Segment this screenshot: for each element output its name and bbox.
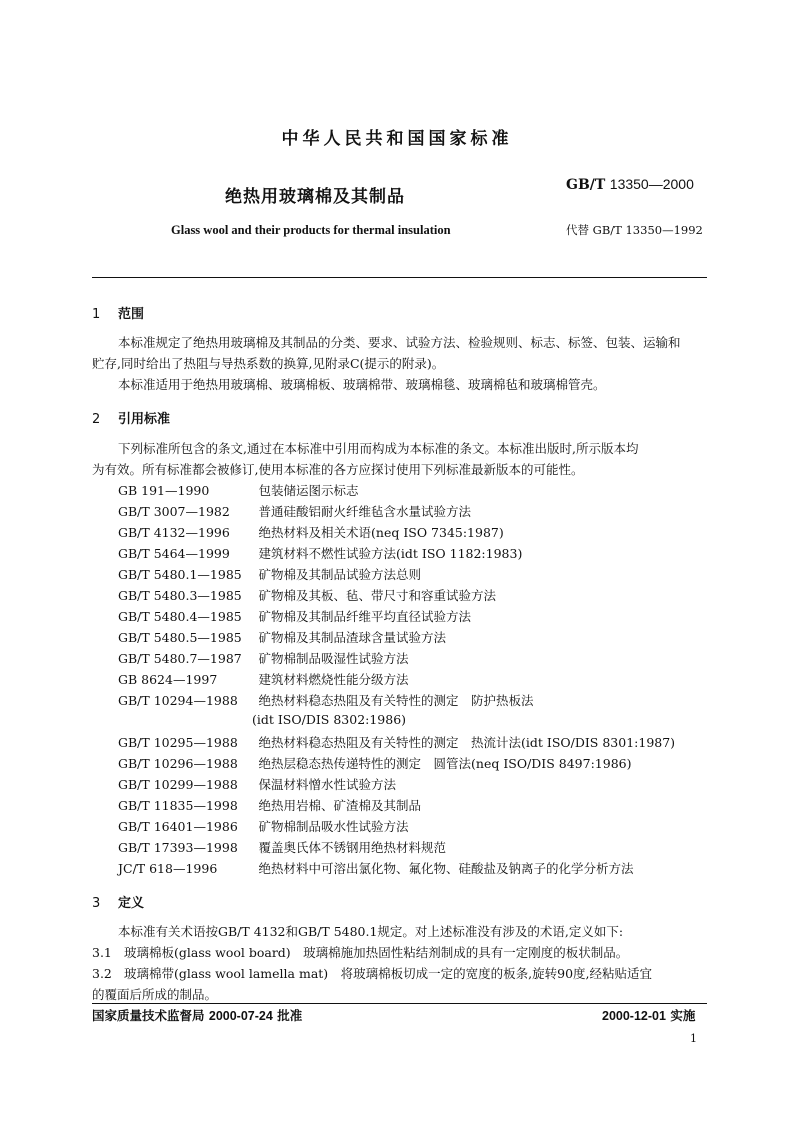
definition-3-2-line-1 <box>92 964 652 982</box>
section-2-para-line-2: 为有效。所有标准都会被修订,使用本标准的各方应探讨使用下列标准最新版本的可能性。 <box>92 462 584 477</box>
reference-item <box>118 859 634 877</box>
approved-date: 2000-07-24 <box>208 1009 273 1023</box>
section-2-para-line-1: 下列标准所包含的条文,通过在本标准中引用而构成为本标准的条文。本标准出版时,所示版本均 <box>118 441 639 456</box>
document-title-en: Glass wool and their products for thermal insulation <box>171 223 451 237</box>
reference-title: 矿物棉及其板、毡、带尺寸和容重试验方法 <box>258 588 497 603</box>
reference-item <box>118 754 631 772</box>
section-2-heading <box>92 408 170 427</box>
reference-code: GB/T 5480.5—1985 <box>118 630 242 645</box>
definition-text: 玻璃棉板(glass wool board) 玻璃棉施加热固性粘结剂制成的具有一定刚度的板状制品。 <box>124 945 629 960</box>
reference-title: 包装储运图示标志 <box>258 483 359 498</box>
reference-title: 绝热材料稳态热阻及有关特性的测定 热流计法(idt ISO/DIS 8301:1987) <box>258 735 676 750</box>
reference-code: GB/T 5464—1999 <box>118 546 230 561</box>
reference-item <box>118 628 446 646</box>
reference-code: GB/T 5480.4—1985 <box>118 609 242 624</box>
section-3-para: 本标准有关术语按GB/T 4132和GB/T 5480.1规定。对上述标准没有涉及的术语,定义如下: <box>118 924 624 939</box>
reference-title: (idt ISO/DIS 8302:1986) <box>252 712 407 727</box>
reference-title: 覆盖奥氏体不锈钢用绝热材料规范 <box>258 840 447 855</box>
reference-item <box>118 649 409 667</box>
reference-title: 绝热用岩棉、矿渣棉及其制品 <box>258 798 422 813</box>
approval-line <box>92 1006 302 1024</box>
reference-item <box>118 775 396 793</box>
reference-item <box>118 838 446 856</box>
reference-item <box>118 502 471 520</box>
effective-label: 实施 <box>670 1008 696 1023</box>
reference-item <box>118 733 675 751</box>
section-title: 范围 <box>118 307 145 322</box>
reference-code: GB/T 10296—1988 <box>118 756 238 771</box>
section-3-heading <box>92 892 144 911</box>
approved-label: 批准 <box>277 1008 303 1023</box>
reference-item <box>118 523 504 541</box>
reference-item-continuation <box>252 712 406 727</box>
reference-item <box>118 796 421 814</box>
reference-item <box>118 670 409 688</box>
definition-text: 玻璃棉带(glass wool lamella mat) 将玻璃棉板切成一定的宽度的板条,旋转90度,经粘贴适宜 <box>124 966 653 981</box>
section-1-para-1-line-2: 贮存,同时给出了热阻与导热系数的换算,见附录C(提示的附录)。 <box>92 356 445 371</box>
reference-code: GB/T 10294—1988 <box>118 693 238 708</box>
reference-item <box>118 691 534 709</box>
reference-code: GB/T 4132—1996 <box>118 525 230 540</box>
reference-title: 矿物棉制品吸湿性试验方法 <box>258 651 409 666</box>
section-1-para-1-line-1: 本标准规定了绝热用玻璃棉及其制品的分类、要求、试验方法、检验规则、标志、标签、包装、运输和 <box>118 335 681 350</box>
reference-title: 普通硅酸铝耐火纤维毡含水量试验方法 <box>258 504 472 519</box>
replaces-standard: 代替 GB/T 13350—1992 <box>566 223 703 237</box>
reference-code: GB/T 11835—1998 <box>118 798 238 813</box>
reference-title: 绝热层稳态热传递特性的测定 圆管法(neq ISO/DIS 8497:1986) <box>258 756 632 771</box>
reference-item <box>118 544 522 562</box>
document-title-cn: 绝热用玻璃棉及其制品 <box>225 187 405 207</box>
reference-title: 绝热材料中可溶出氯化物、氟化物、硅酸盐及钠离子的化学分析方法 <box>258 861 634 876</box>
standard-code: 13350—2000 <box>609 176 694 192</box>
reference-title: 建筑材料不燃性试验方法(idt ISO 1182:1983) <box>258 546 523 561</box>
header-divider <box>92 277 707 278</box>
issuer: 国家质量技术监督局 <box>92 1008 205 1023</box>
section-number: 3 <box>92 896 101 911</box>
definition-number: 3.1 <box>92 945 112 960</box>
definition-number: 3.2 <box>92 966 112 981</box>
section-title: 引用标准 <box>118 412 171 427</box>
standard-number <box>566 176 694 193</box>
reference-item <box>118 607 471 625</box>
section-1-heading <box>92 303 144 322</box>
section-title: 定义 <box>118 896 145 911</box>
reference-code: GB/T 10299—1988 <box>118 777 238 792</box>
reference-code: GB 191—1990 <box>118 483 210 498</box>
reference-code: GB 8624—1997 <box>118 672 218 687</box>
effective-line <box>602 1006 695 1024</box>
definition-3-2-line-2: 的覆面后所成的制品。 <box>92 987 218 1002</box>
reference-item <box>118 817 409 835</box>
reference-title: 矿物棉及其制品试验方法总则 <box>258 567 422 582</box>
reference-title: 保温材料憎水性试验方法 <box>258 777 397 792</box>
reference-title: 矿物棉制品吸水性试验方法 <box>258 819 409 834</box>
reference-title: 矿物棉及其制品纤维平均直径试验方法 <box>258 609 472 624</box>
national-standard-heading: 中华人民共和国国家标准 <box>281 129 513 149</box>
section-1-para-2: 本标准适用于绝热用玻璃棉、玻璃棉板、玻璃棉带、玻璃棉毯、玻璃棉毡和玻璃棉管壳。 <box>118 377 606 392</box>
reference-item <box>118 481 359 499</box>
reference-code: GB/T 3007—1982 <box>118 504 230 519</box>
definition-3-1 <box>92 943 628 961</box>
standard-prefix: GB/T <box>566 177 606 193</box>
page-number: 1 <box>690 1032 697 1045</box>
effective-date: 2000-12-01 <box>602 1009 666 1023</box>
reference-title: 矿物棉及其制品渣球含量试验方法 <box>258 630 447 645</box>
reference-item <box>118 586 496 604</box>
reference-code: GB/T 5480.7—1987 <box>118 651 242 666</box>
reference-item <box>118 565 421 583</box>
section-number: 1 <box>92 307 101 322</box>
reference-code: GB/T 17393—1998 <box>118 840 238 855</box>
reference-title: 绝热材料及相关术语(neq ISO 7345:1987) <box>258 525 504 540</box>
footer-divider <box>92 1003 707 1004</box>
reference-title: 绝热材料稳态热阻及有关特性的测定 防护热板法 <box>258 693 534 708</box>
section-number: 2 <box>92 412 101 427</box>
reference-code: GB/T 5480.1—1985 <box>118 567 242 582</box>
reference-code: GB/T 5480.3—1985 <box>118 588 242 603</box>
reference-title: 建筑材料燃烧性能分级方法 <box>258 672 409 687</box>
reference-code: GB/T 10295—1988 <box>118 735 238 750</box>
reference-code: JC/T 618—1996 <box>118 861 218 876</box>
reference-code: GB/T 16401—1986 <box>118 819 238 834</box>
